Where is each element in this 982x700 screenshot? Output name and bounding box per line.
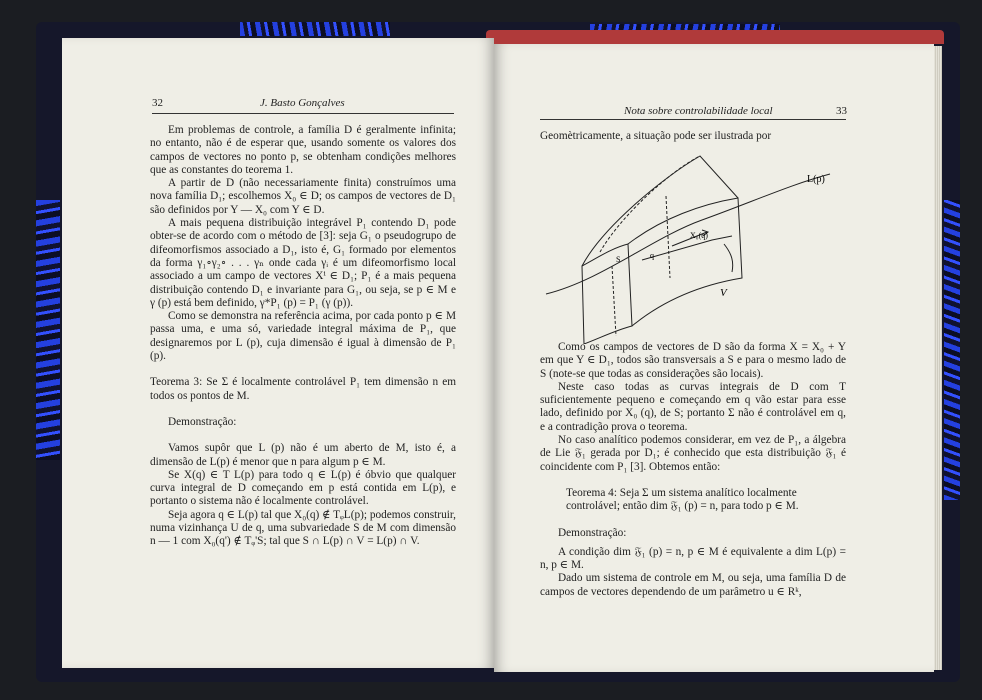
left-page	[62, 38, 494, 668]
right-paragraph-1: Como os campos de vectores de D são da forma X = X₀ + Y em que Y ∈ D₁, todos são transversais a S e para o mesmo lado de S (note-se que todas as considerações são locais).	[540, 341, 846, 380]
right-paragraph-5: Dado um sistema de controle em M, ou seja, uma família D de campos de vectores dependendo de um parâmetro u ∈ Rᵏ,	[540, 572, 846, 598]
right-paragraph-3: No caso analítico podemos considerar, em vez de P₁, a álgebra de Lie 𝔉₁ gerada por D₁; é conhecido que esta distribuição 𝔉₁ é coincidente com P₁ [3]. Obtemos então:	[540, 434, 846, 473]
left-paragraph-5: Vamos supôr que L (p) não é um aberto de M, isto é, a dimensão de L(p) é menor que n para algum p ∈ M.	[150, 442, 456, 468]
marbled-cover-right	[944, 200, 960, 500]
geometric-figure	[542, 148, 842, 344]
figure-label-x0q: X₀(q)	[690, 231, 708, 240]
figure-curve-lp	[546, 174, 830, 294]
right-page	[494, 44, 934, 672]
right-body	[540, 341, 846, 599]
left-paragraph-1: Em problemas de controle, a família D é geralmente infinita; no entanto, não é de esperar que, usando somente os valores dos campos de vectores no ponto p, se obtenham condições melhores que as constantes do teorema 1.	[150, 124, 456, 176]
left-paragraph-2: A partir de D (não necessariamente finita) construímos uma nova família D₁; escolhemos X₀ ∈ D; os campos de vectores de D₁ são definidos por Y — X₀ com Y ∈ D.	[150, 177, 456, 216]
marbled-cover-top	[240, 22, 390, 36]
figure-label-v: V	[720, 287, 727, 299]
left-theorem-3: Teorema 3: Se Σ é localmente controlável P₁ tem dimensão n em todos os pontos de M.	[150, 376, 456, 402]
marbled-cover-left	[36, 200, 60, 460]
right-demonstration-label: Demonstração:	[558, 526, 627, 539]
left-page-number: 32	[152, 97, 163, 109]
figure-label-lp: L(p)	[807, 174, 825, 185]
right-theorem-4: Teorema 4: Seja Σ um sistema analítico localmente controlável; então dim 𝔉₁ (p) = n, para todo p ∈ M.	[566, 486, 799, 513]
left-body	[150, 124, 456, 549]
right-paragraph-4: A condição dim 𝔉₁ (p) = n, p ∈ M é equivalente a dim L(p) = n, p ∈ M.	[540, 545, 846, 572]
right-header-rule	[540, 119, 846, 120]
left-paragraph-6: Se X(q) ∈ T L(p) para todo q ∈ L(p) é óbvio que qualquer curva integral de D começando em p está contida em L(p), e portanto o sistema não é localmente controlável.	[150, 468, 456, 508]
right-intro: Geomètricamente, a situação pode ser ilustrada por	[540, 130, 772, 142]
left-paragraph-3: A mais pequena distribuição integrável P₁ contendo D₁ pode obter-se de acordo com o método de [3]: seja G₁ o pseudogrupo de difeomorfismos associado a D₁, isto é, G₁ formado por elementos da forma γ₁∘γ₂∘ . . . γₙ onde cada γᵢ é um difeomorfismo local associado a um campo de vectores Xⁱ ∈ D₁; P₁ é a mais pequena distribuição contendo D₁ e invariante para G₁, ou seja, se p ∈ M e γ (p) está bem definido, γ*P₁ (p) = P₁ (γ (p)).	[150, 217, 456, 309]
figure-label-q: q	[650, 251, 654, 260]
left-paragraph-4: Como se demonstra na referência acima, por cada ponto p ∈ M passa uma, e uma só, variedade integral máxima de P₁, que designaremos por L (p), cuja dimensão é igual à dimensão de P₁ (p).	[150, 310, 456, 363]
right-page-number: 33	[836, 105, 847, 117]
red-page-edge	[486, 30, 944, 44]
right-paragraph-2: Neste caso todas as curvas integrais de D com T suficientemente pequeno e começando em q vão estar para esse lado, definido por X₀ (q), de S; portanto Σ não é controlável em q, e a contradição prova o teorema.	[540, 380, 846, 433]
left-demonstration-label: Demonstração:	[168, 415, 237, 428]
right-running-head: Nota sobre controlabilidade local	[624, 105, 773, 117]
left-header-rule	[152, 113, 454, 114]
left-paragraph-7: Seja agora q ∈ L(p) tal que X₀(q) ∉ TᵩL(p); podemos construir, numa vizinhança U de q, uma subvariedade S de M com dimensão n — 1 com X₀(q') ∉ Tᵩ'S; tal que S ∩ L(p) ∩ V = L(p) ∩ V.	[150, 508, 456, 548]
left-running-head: J. Basto Gonçalves	[260, 97, 345, 109]
figure-label-s: S	[616, 255, 621, 264]
